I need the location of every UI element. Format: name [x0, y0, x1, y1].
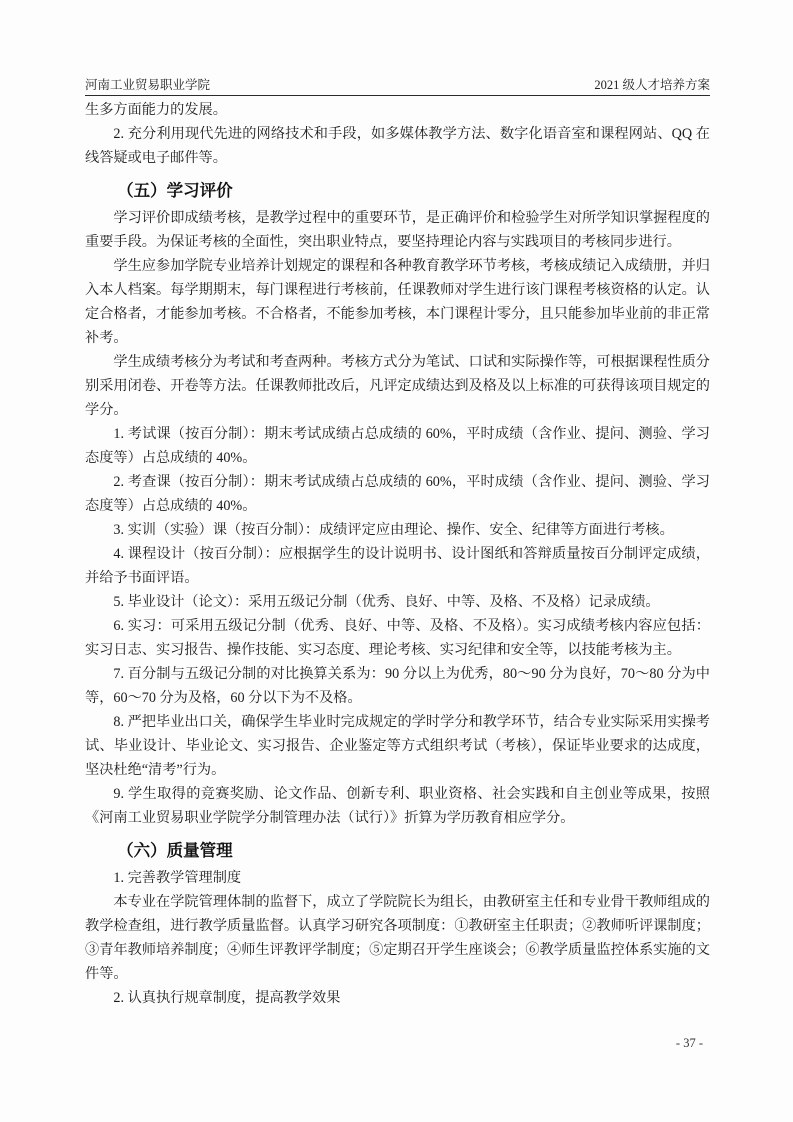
header-school-name: 河南工业贸易职业学院 — [85, 78, 211, 92]
paragraph: 9. 学生取得的竞赛奖励、论文作品、创新专利、职业资格、社会实践和自主创业等成果，按照《河南工业贸易职业学院学分制管理办法（试行）》折算为学历教育相应学分。 — [85, 786, 710, 826]
paragraph: 本专业在学院管理体制的监督下，成立了学院院长为组长，由教研室主任和专业骨干教师组成的教学检查组，进行教学质量监督。认真学习研究各项制度：①教研室主任职责；②教师听评课制度；③青年教师培养制度；④师生评教评学制度；⑤定期召开学生座谈会；⑥教学质量监控体系实施的文件等。 — [85, 894, 710, 982]
section-heading: （五）学习评价 — [117, 182, 233, 200]
paragraph: 1. 考试课（按百分制）：期末考试成绩占总成绩的 60%，平时成绩（含作业、提问、测验、学习态度等）占总成绩的 40%。 — [85, 426, 710, 466]
paragraph: 2. 充分利用现代先进的网络技术和手段，如多媒体教学方法、数字化语音室和课程网站、QQ 在线答疑或电子邮件等。 — [85, 126, 710, 166]
paragraph: 4. 课程设计（按百分制）：应根据学生的设计说明书、设计图纸和答辩质量按百分制评定成绩，并给予书面评语。 — [85, 546, 710, 586]
paragraph: 8. 严把毕业出口关，确保学生毕业时完成规定的学时学分和教学环节，结合专业实际采用实操考试、毕业设计、毕业论文、实习报告、企业鉴定等方式组织考试（考核），保证毕业要求的达成度，坚决杜绝“清考”行为。 — [85, 714, 710, 778]
paragraph: 3. 实训（实验）课（按百分制）：成绩评定应由理论、操作、安全、纪律等方面进行考核。 — [113, 522, 674, 538]
document-body — [85, 98, 710, 1010]
paragraph: 学习评价即成绩考核，是教学过程中的重要环节，是正确评价和检验学生对所学知识掌握程度的重要手段。为保证考核的全面性，突出职业特点，要坚持理论内容与实践项目的考核同步进行。 — [85, 210, 710, 250]
paragraph: 生多方面能力的发展。 — [85, 102, 227, 118]
paragraph: 2. 考查课（按百分制）：期末考试成绩占总成绩的 60%，平时成绩（含作业、提问、测验、学习态度等）占总成绩的 40%。 — [85, 474, 710, 514]
header-doc-title: 2021 级人才培养方案 — [594, 78, 710, 92]
section-heading: （六）质量管理 — [117, 842, 233, 860]
page-header — [85, 72, 710, 96]
paragraph: 学生成绩考核分为考试和考查两种。考核方式分为笔试、口试和实际操作等，可根据课程性质分别采用闭卷、开卷等方法。任课教师批改后，凡评定成绩达到及格及以上标准的可获得该项目规定的学分。 — [85, 354, 710, 418]
page-number: - 37 - — [675, 1036, 703, 1050]
paragraph: 7. 百分制与五级记分制的对比换算关系为：90 分以上为优秀，80～90 分为良好，70～80 分为中等，60～70 分为及格，60 分以下为不及格。 — [85, 666, 710, 706]
paragraph: 学生应参加学院专业培养计划规定的课程和各种教育教学环节考核，考核成绩记入成绩册，并归入本人档案。每学期期末，每门课程进行考核前，任课教师对学生进行该门课程考核资格的认定。认定合格者，才能参加考核。不合格者，不能参加考核，本门课程计零分，且只能参加毕业前的非正常补考。 — [85, 258, 710, 346]
paragraph: 6. 实习：可采用五级记分制（优秀、良好、中等、及格、不及格）。实习成绩考核内容应包括：实习日志、实习报告、操作技能、实习态度、理论考核、实习纪律和安全等，以技能考核为主。 — [85, 618, 710, 658]
page-footer — [85, 1036, 703, 1051]
paragraph: 2. 认真执行规章制度，提高教学效果 — [113, 990, 341, 1006]
paragraph: 1. 完善教学管理制度 — [113, 870, 242, 886]
paragraph: 5. 毕业设计（论文）：采用五级记分制（优秀、良好、中等、及格、不及格）记录成绩。 — [113, 594, 660, 610]
